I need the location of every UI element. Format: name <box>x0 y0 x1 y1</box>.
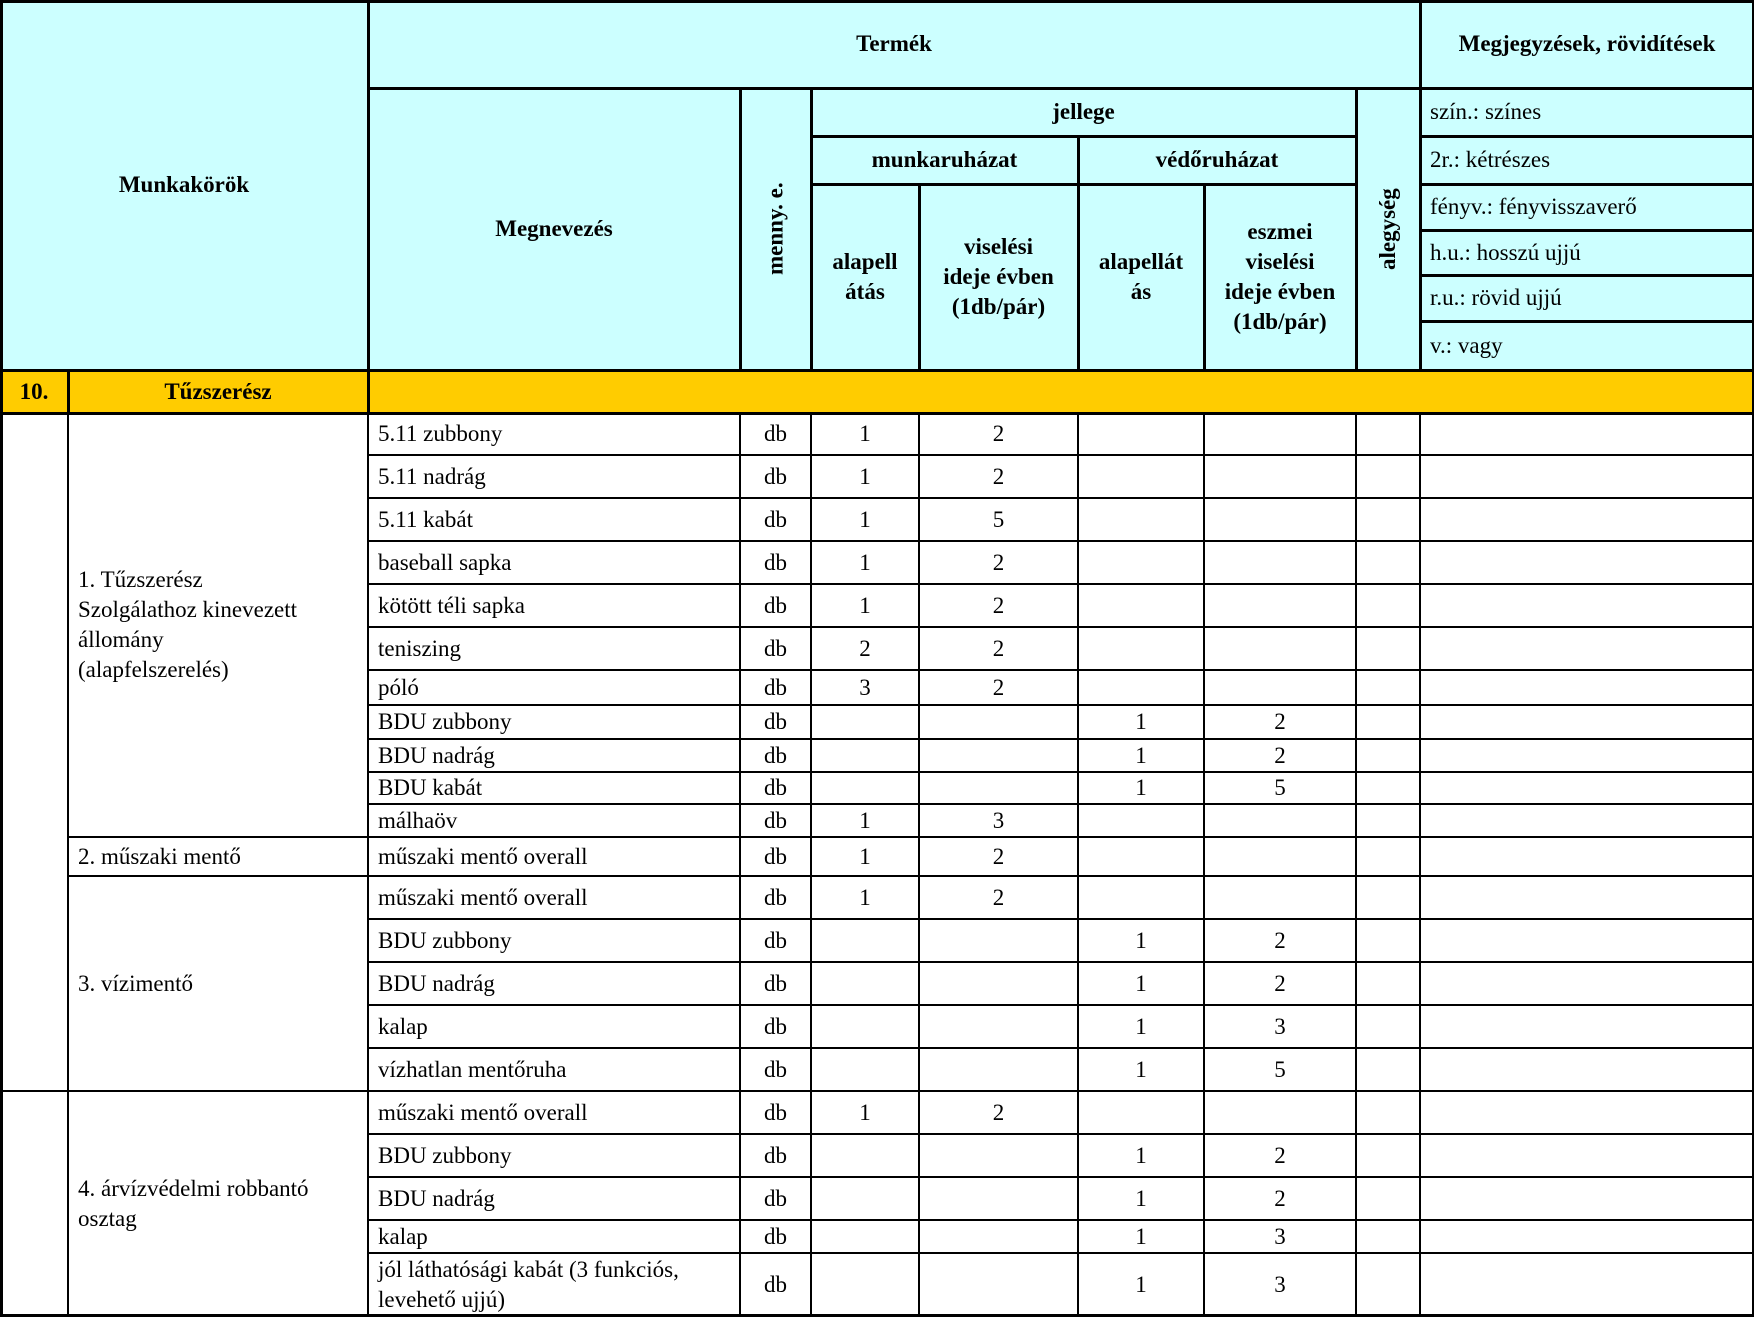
work-wear-years: 2 <box>992 884 1005 910</box>
header-viselesi-ido: viselési ideje évben (1db/pár) <box>943 234 1054 319</box>
grid-line <box>367 454 1754 456</box>
item-unit: db <box>764 592 787 618</box>
grid-line <box>810 183 1357 186</box>
item-unit: db <box>764 1056 787 1082</box>
work-basic-qty <box>811 1220 919 1253</box>
work-basic-qty <box>811 1134 919 1177</box>
header-vedoruhazat: védőruházat <box>1155 147 1279 172</box>
work-wear-years <box>919 919 1078 962</box>
protective-wear-years: 2 <box>1274 1185 1286 1211</box>
header-megjegyzesek: Megjegyzések, rövidítések <box>1458 31 1716 56</box>
protective-basic-qty <box>1078 670 1204 705</box>
item-unit: db <box>764 1099 787 1125</box>
protective-basic-qty: 1 <box>1135 1142 1147 1168</box>
grid-line <box>367 1133 1754 1135</box>
grid-line <box>367 1176 1754 1178</box>
header-menny: menny. e. <box>762 182 788 276</box>
work-wear-years <box>919 962 1078 1005</box>
protective-wear-years: 5 <box>1274 1056 1286 1082</box>
item-unit: db <box>764 674 787 700</box>
work-basic-qty: 1 <box>859 843 871 869</box>
work-basic-qty: 2 <box>859 635 871 661</box>
abbreviation-note: szín.: színes <box>1430 99 1542 124</box>
grid-line <box>67 1090 1754 1092</box>
header-alapellatas-munka: alapell átás <box>832 249 898 304</box>
item-unit: db <box>764 884 787 910</box>
item-name: jól láthatósági kabát (3 funkciós, levehető ujjú) <box>378 1256 679 1312</box>
grid-line <box>367 412 369 1317</box>
work-wear-years <box>919 705 1078 739</box>
item-unit: db <box>764 463 787 489</box>
protective-basic-qty <box>1078 876 1204 919</box>
grid-line <box>1203 412 1205 1317</box>
grid-line <box>367 1004 1754 1006</box>
grid-line <box>367 0 370 414</box>
grid-line <box>367 1219 1754 1221</box>
item-name: műszaki mentő overall <box>378 843 588 869</box>
protective-basic-qty <box>1078 584 1204 627</box>
work-wear-years <box>919 1134 1078 1177</box>
item-name: BDU nadrág <box>378 742 495 768</box>
work-basic-qty: 1 <box>859 1099 871 1125</box>
work-wear-years <box>919 739 1078 772</box>
header-munkaruhazat: munkaruházat <box>871 147 1018 172</box>
header-megnevezes: Megnevezés <box>495 216 613 241</box>
header-alapellatas-vedo: alapellát ás <box>1098 249 1184 304</box>
item-name: műszaki mentő overall <box>378 884 588 910</box>
job-role-label: 3. vízimentő <box>78 970 193 996</box>
protective-wear-years <box>1204 541 1356 584</box>
work-basic-qty: 1 <box>859 463 871 489</box>
grid-line <box>1355 412 1357 1317</box>
grid-line <box>1419 229 1754 232</box>
work-wear-years: 2 <box>992 674 1005 700</box>
item-name: vízhatlan mentőruha <box>378 1056 567 1082</box>
grid-line <box>810 87 813 371</box>
item-name: teniszing <box>378 635 462 661</box>
item-name: málhaöv <box>378 807 458 833</box>
grid-line <box>1355 87 1358 371</box>
grid-line <box>367 1252 1754 1254</box>
item-unit: db <box>764 506 787 532</box>
work-wear-years <box>919 1220 1078 1253</box>
item-unit: db <box>764 775 787 800</box>
protective-basic-qty: 1 <box>1135 709 1147 734</box>
protective-basic-qty <box>1078 498 1204 541</box>
grid-line <box>0 412 1754 415</box>
item-unit: db <box>764 709 787 734</box>
abbreviation-note: h.u.: hosszú ujjú <box>1430 239 1581 265</box>
protective-wear-years: 3 <box>1274 1223 1286 1249</box>
grid-line <box>810 412 812 1317</box>
work-wear-years <box>919 1253 1078 1316</box>
grid-line <box>0 1090 69 1092</box>
work-wear-years: 5 <box>992 506 1005 532</box>
grid-line <box>367 1047 1754 1049</box>
item-name: 5.11 zubbony <box>378 421 503 446</box>
item-name: kalap <box>378 1223 428 1249</box>
grid-line <box>0 0 1754 3</box>
job-role-label: 2. műszaki mentő <box>78 843 241 869</box>
job-role-label: 1. Tűzszerész Szolgálathoz kinevezett állomány (alapfelszerelés) <box>78 567 298 682</box>
work-basic-qty <box>811 1005 919 1048</box>
work-basic-qty: 3 <box>859 674 871 700</box>
grid-line <box>67 412 69 1317</box>
grid-line <box>367 803 1754 805</box>
work-wear-years <box>919 1005 1078 1048</box>
work-wear-years <box>919 1177 1078 1220</box>
protective-wear-years <box>1204 627 1356 670</box>
protective-wear-years: 2 <box>1274 709 1286 734</box>
header-jellege: jellege <box>1052 99 1115 124</box>
grid-line <box>1419 274 1754 277</box>
work-basic-qty <box>811 1048 919 1091</box>
abbreviation-note: 2r.: kétrészes <box>1430 147 1551 172</box>
grid-line <box>367 738 1754 740</box>
protective-basic-qty: 1 <box>1135 1223 1147 1249</box>
item-name: baseball sapka <box>378 549 512 575</box>
work-wear-years: 2 <box>992 843 1005 869</box>
item-unit: db <box>764 1013 787 1039</box>
work-basic-qty: 1 <box>859 807 871 833</box>
protective-basic-qty <box>1078 627 1204 670</box>
grid-line <box>1419 135 1754 138</box>
item-name: BDU zubbony <box>378 709 512 734</box>
protective-basic-qty: 1 <box>1135 1185 1147 1211</box>
work-wear-years <box>919 772 1078 804</box>
abbreviation-note: v.: vagy <box>1430 332 1503 358</box>
protective-wear-years <box>1204 837 1356 876</box>
protective-wear-years <box>1204 498 1356 541</box>
grid-line <box>0 0 3 1317</box>
work-basic-qty <box>811 772 919 804</box>
item-unit: db <box>764 742 787 768</box>
protective-wear-years: 3 <box>1274 1271 1286 1297</box>
grid-line <box>367 540 1754 542</box>
protective-basic-qty <box>1078 804 1204 837</box>
grid-line <box>367 961 1754 963</box>
item-name: BDU kabát <box>378 775 483 800</box>
protective-wear-years <box>1204 670 1356 705</box>
protective-wear-years: 2 <box>1274 970 1286 996</box>
protective-wear-years: 2 <box>1274 927 1286 953</box>
grid-line <box>67 369 70 414</box>
work-basic-qty: 1 <box>859 549 871 575</box>
job-role-label: 4. árvízvédelmi robbantó osztag <box>78 1175 309 1231</box>
protective-wear-years <box>1204 876 1356 919</box>
protective-basic-qty <box>1078 837 1204 876</box>
grid-line <box>1419 183 1754 186</box>
work-wear-years: 3 <box>992 807 1005 833</box>
work-basic-qty <box>811 919 919 962</box>
work-wear-years: 2 <box>992 463 1005 489</box>
item-unit: db <box>764 421 787 446</box>
protective-wear-years <box>1204 1091 1356 1134</box>
item-unit: db <box>764 549 787 575</box>
work-basic-qty: 1 <box>859 592 871 618</box>
protective-basic-qty <box>1078 455 1204 498</box>
protective-wear-years: 3 <box>1274 1013 1286 1039</box>
grid-line <box>1077 412 1079 1317</box>
work-wear-years: 2 <box>992 592 1005 618</box>
item-unit: db <box>764 1142 787 1168</box>
header-munkakorok: Munkakörök <box>118 172 250 197</box>
grid-line <box>367 583 1754 585</box>
work-wear-years: 2 <box>992 549 1005 575</box>
protective-basic-qty: 1 <box>1135 1056 1147 1082</box>
work-basic-qty <box>811 739 919 772</box>
protective-wear-years <box>1204 584 1356 627</box>
grid-line <box>367 704 1754 706</box>
protective-basic-qty <box>1078 541 1204 584</box>
protective-wear-years <box>1204 455 1356 498</box>
work-wear-years: 2 <box>992 421 1005 446</box>
grid-line <box>0 369 1754 372</box>
grid-line <box>367 87 1754 90</box>
item-name: BDU nadrág <box>378 1185 495 1211</box>
protective-basic-qty <box>1078 413 1204 455</box>
grid-line <box>67 875 1754 877</box>
protective-wear-years: 2 <box>1274 1142 1286 1168</box>
item-unit: db <box>764 970 787 996</box>
grid-line <box>367 626 1754 628</box>
section-number: 10. <box>19 378 49 404</box>
item-unit: db <box>764 927 787 953</box>
work-wear-years: 2 <box>992 635 1005 661</box>
grid-line <box>367 918 1754 920</box>
item-name: BDU nadrág <box>378 970 495 996</box>
grid-line <box>1419 412 1421 1317</box>
grid-line <box>367 669 1754 671</box>
protective-basic-qty: 1 <box>1135 927 1147 953</box>
work-basic-qty: 1 <box>859 421 871 446</box>
item-unit: db <box>764 1223 787 1249</box>
item-name: BDU zubbony <box>378 927 512 953</box>
grid-line <box>739 87 742 371</box>
work-basic-qty <box>811 962 919 1005</box>
protective-wear-years: 5 <box>1274 775 1286 800</box>
work-wear-years: 2 <box>992 1099 1005 1125</box>
grid-line <box>918 412 920 1317</box>
grid-line <box>67 836 1754 838</box>
item-name: 5.11 nadrág <box>378 463 486 489</box>
item-unit: db <box>764 843 787 869</box>
item-name: kalap <box>378 1013 428 1039</box>
grid-line <box>739 412 741 1317</box>
protective-wear-years <box>1204 804 1356 837</box>
grid-line <box>1203 183 1206 371</box>
protective-basic-qty: 1 <box>1135 970 1147 996</box>
work-basic-qty <box>811 705 919 739</box>
header-termek: Termék <box>856 31 932 56</box>
grid-line <box>810 135 1357 138</box>
grid-line <box>367 771 1754 773</box>
protective-wear-years: 2 <box>1274 742 1286 768</box>
item-name: BDU zubbony <box>378 1142 512 1168</box>
protective-basic-qty: 1 <box>1135 1013 1147 1039</box>
protective-basic-qty: 1 <box>1135 775 1147 800</box>
work-wear-years <box>919 1048 1078 1091</box>
grid-line <box>1077 135 1080 371</box>
work-basic-qty <box>811 1253 919 1316</box>
item-unit: db <box>764 635 787 661</box>
abbreviation-note: r.u.: rövid ujjú <box>1430 285 1562 310</box>
abbreviation-note: fényv.: fényvisszaverő <box>1430 194 1637 219</box>
item-name: 5.11 kabát <box>378 506 473 532</box>
item-name: kötött téli sapka <box>378 592 525 618</box>
header-eszmei-viselesi-ido: eszmei viselési ideje évben (1db/pár) <box>1224 219 1336 334</box>
work-basic-qty: 1 <box>859 884 871 910</box>
work-basic-qty: 1 <box>859 506 871 532</box>
item-unit: db <box>764 1271 787 1297</box>
grid-line <box>1419 320 1754 323</box>
item-unit: db <box>764 1185 787 1211</box>
item-name: műszaki mentő overall <box>378 1099 588 1125</box>
item-name: póló <box>378 674 419 700</box>
section-title: Tűzszerész <box>164 378 272 404</box>
protective-wear-years <box>1204 413 1356 455</box>
work-basic-qty <box>811 1177 919 1220</box>
protective-basic-qty: 1 <box>1135 742 1147 768</box>
protective-basic-qty: 1 <box>1135 1271 1147 1297</box>
protective-basic-qty <box>1078 1091 1204 1134</box>
grid-line <box>1419 0 1422 371</box>
grid-line <box>918 183 921 371</box>
grid-line <box>367 497 1754 499</box>
header-alegyseg: alegység <box>1375 188 1400 270</box>
item-unit: db <box>764 807 787 833</box>
